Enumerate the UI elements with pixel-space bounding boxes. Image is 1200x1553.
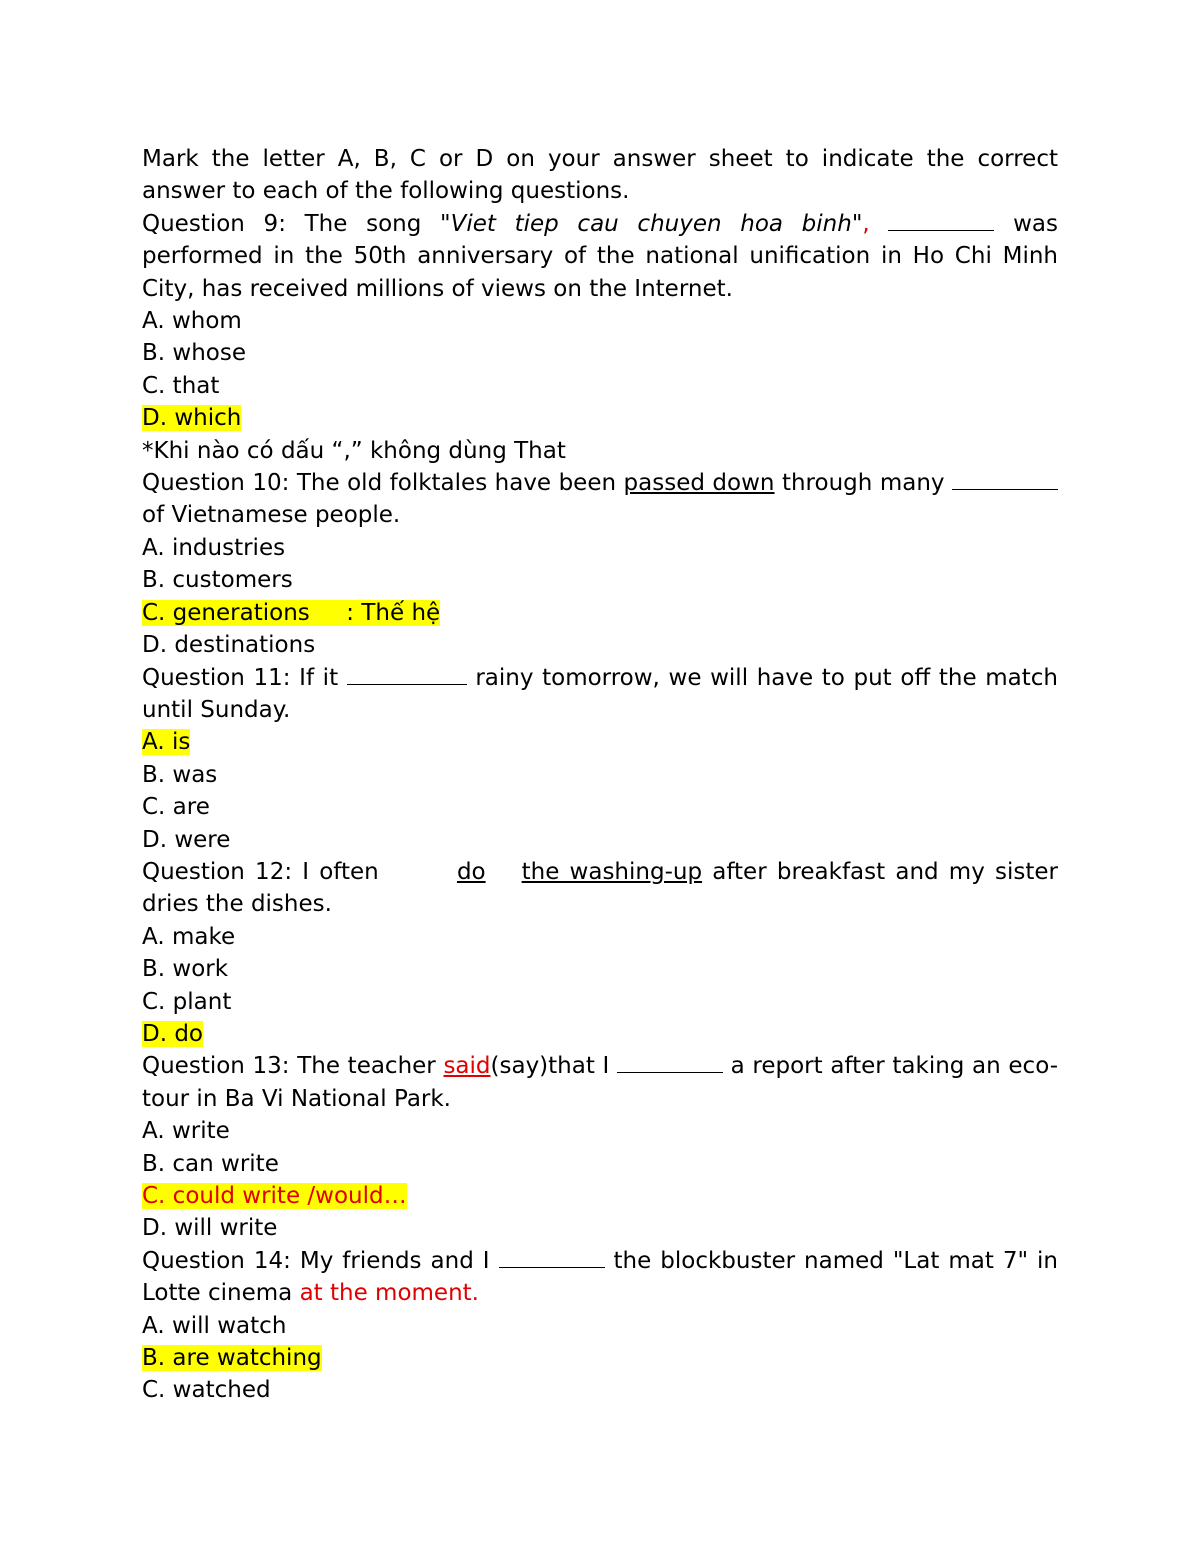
highlighted-answer: A. is (142, 729, 191, 756)
question-10-label: Question 10: (142, 470, 290, 497)
highlighted-answer: B. are watching (142, 1345, 322, 1372)
instruction-text: Mark the letter A, B, C or D on your answer sheet to indicate the correct answer to each of the following questions. (142, 146, 1058, 205)
question-12: Question 12: I often do the washing-up after breakfast and my sister dries the dishes. (142, 858, 1058, 918)
question-11-label: Question 11: (142, 664, 291, 691)
highlighted-answer: D. which (142, 405, 242, 432)
question-11: Question 11: If it rainy tomorrow, we will have to put off the match until Sunday. (142, 662, 1058, 727)
underlined-phrase: the washing-up (521, 858, 703, 885)
answer-blank (952, 467, 1058, 490)
red-comma: , (862, 210, 870, 237)
question-12-label: Question 12: (142, 858, 293, 885)
question-9-label: Question 9: (142, 210, 286, 237)
option-a: A. will watch (142, 1312, 287, 1339)
underlined-phrase: passed down (623, 470, 775, 497)
option-c: C. are (142, 794, 210, 821)
answer-blank (617, 1050, 723, 1073)
option-c: C. watched (142, 1377, 271, 1404)
translation-note: : Thế hệ (309, 599, 441, 626)
answer-blank (347, 662, 467, 685)
option-b: B. can write (142, 1150, 279, 1177)
question-13-label: Question 13: (142, 1053, 290, 1080)
red-underlined-word: said (443, 1053, 491, 1080)
answer-blank (888, 208, 994, 231)
option-c: C. plant (142, 988, 232, 1015)
song-title: Viet tiep cau chuyen hoa binh (450, 210, 852, 237)
grammar-note: *Khi nào có dấu “,” không dùng That (142, 437, 566, 464)
option-b: B. was (142, 761, 218, 788)
question-9: Question 9: The song "Viet tiep cau chuyen hoa binh", was performed in the 50th anniversary of the national unification in Ho Chi Minh City, has received millions of views on the Internet. (142, 208, 1058, 305)
option-a: A. make (142, 923, 236, 950)
option-d: D. will write (142, 1215, 278, 1242)
question-14: Question 14: My friends and I the blockbuster named "Lat mat 7" in Lotte cinema at the moment. (142, 1245, 1058, 1310)
highlighted-answer: C. could write /would… (142, 1183, 407, 1209)
answer-blank (499, 1245, 605, 1268)
option-d: D. were (142, 826, 231, 853)
filled-blank: do the washing-up (456, 858, 703, 885)
option-a: A. whom (142, 308, 242, 335)
question-13: Question 13: The teacher said(say)that I a report after taking an eco-tour in Ba Vi National Park. (142, 1050, 1058, 1115)
option-b: B. whose (142, 340, 246, 367)
highlighted-answer: C. generations : Thế hệ (142, 599, 441, 626)
option-b: B. work (142, 956, 229, 983)
option-a: A. write (142, 1118, 230, 1145)
option-d: D. destinations (142, 632, 316, 659)
document-page (142, 143, 1058, 1407)
question-10: Question 10: The old folktales have been passed down through many of Vietnamese people. (142, 467, 1058, 532)
option-a: A. industries (142, 534, 286, 561)
red-phrase: at the moment. (299, 1280, 479, 1307)
highlighted-answer: D. do (142, 1020, 204, 1047)
option-b: B. customers (142, 567, 293, 594)
question-14-label: Question 14: (142, 1247, 291, 1274)
option-c: C. that (142, 372, 220, 399)
